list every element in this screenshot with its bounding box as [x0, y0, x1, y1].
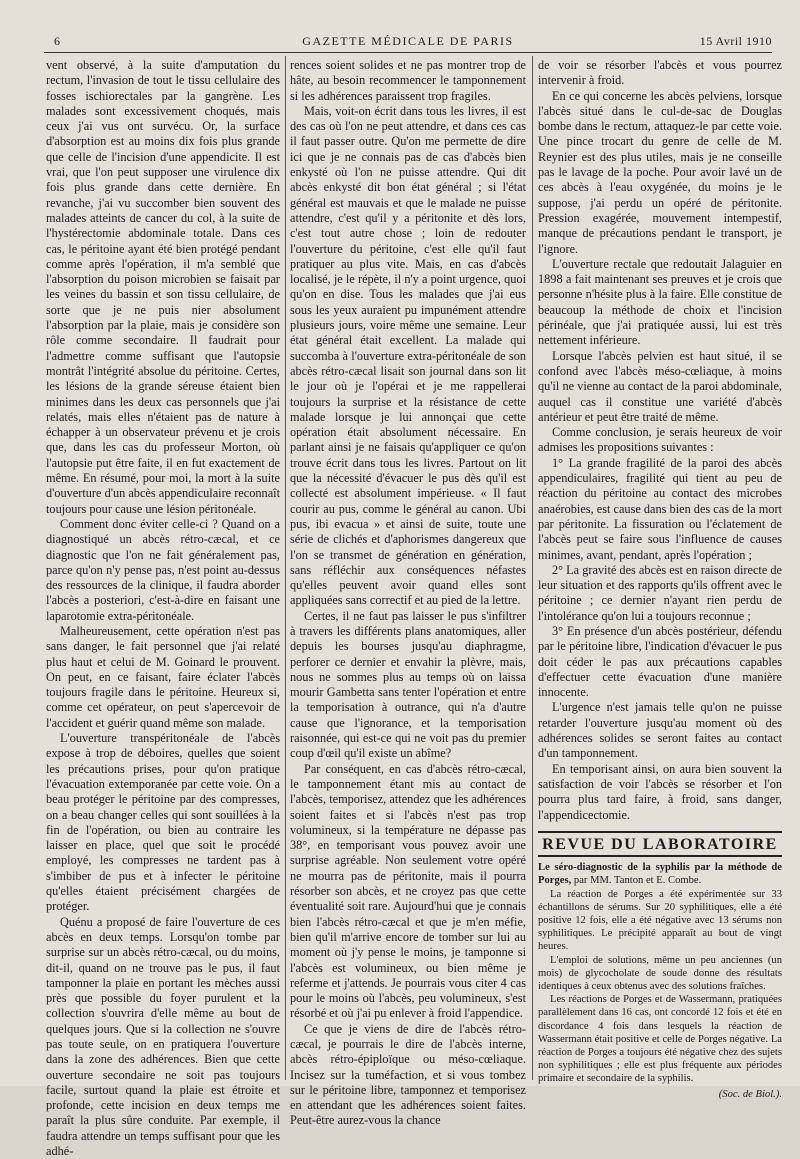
paragraph: 2° La gravité des abcès est en raison directe de leur situation et des rapports qu'ils offrent avec le péritoine ; ce dernier n'ayant rien perdu de l'intolérance qu'on lui a toujours reconnue ;	[538, 562, 782, 623]
paragraph: Les réactions de Porges et de Wassermann, pratiquées parallèlement dans 16 cas, ont concordé 12 fois et été en discordance 4 fois dans lesquels la réaction de Wassermann était positive et celle de Porges négative. La réaction de Porges a toujours été négative chez des sujets non syphilitiques ; elle est plus fréquente aux périodes primaire et secondaire de la syphilis.	[538, 994, 782, 1085]
column-divider	[285, 56, 286, 1080]
paragraph: L'ouverture transpéritonéale de l'abcès expose à trop de déboires, quelles que soient les précautions prises, pour qu'on pratique l'évacuation extemporanée par cette voie. On a beau protéger le péritoine par des compresses, on a beau changer celles qui sont souillées à la fin de l'opération, ou bien au contraire les laisser en place, quel que soit le procédé employé, les compresses ne tardent pas à s'imbiber de pus et à infecter le péritoine qu'elles étaient précisément chargées de protéger.	[46, 731, 280, 914]
paragraph: vent observé, à la suite d'amputation du rectum, l'invasion de tout le tissu cellulaire des fosses ischiorectales par la gangrène. Les malades sont excessivement choqués, mais ceux j'ai vus ont survécu. Or, la surface d'absorption est au moins dix fois plus grande que celle de l'incision d'une appendicite. Il est vrai, que l'on peut supposer une virulence dix fois plus grande dans cette dernière. En revanche, j'ai vu succomber bien souvent des malades atteints de cancer du col, à la suite de l'hystérectomie abdominale totale. Dans ces cas, le péritoine ayant été bien protégé pendant comme après l'opération, il m'a semblé que l'absorption du poison microbien se faisait par les veines du bassin et son tissu cellulaire, de sorte que je ne puis nier absolument l'absorption par la plaie, mais je considère son rôle comme secondaire. Il faudrait pour l'admettre comme suffisant que l'autopsie montrât l'intégrité absolue du péritoine. Certes, les lésions de la grande séreuse étaient bien minimes dans les deux cas personnels que j'ai relatés, mais elles n'étaient pas de nature à échapper à un observateur prévenu et je crois que, dans les cas du professeur Morton, où l'autopsie put être faite, il en fut exactement de même. En résumé, pour moi, la mort à la suite d'ouverture d'un abcès appendiculaire reconnaît toujours pour cause une lésion péritonéale.	[46, 58, 280, 516]
paragraph: 3° En présence d'un abcès postérieur, défendu par le péritoine libre, l'indication d'évacuer le pus doit céder le pas aux précautions capables d'effectuer cette évacuation d'une manière innocente.	[538, 623, 782, 700]
paragraph: Malheureusement, cette opération n'est pas sans danger, le fait personnel que j'ai relaté plus haut et celui de M. Goinard le prouvent. On peut, en ce faisant, faire éclater l'abcès toujours fragile dans le péritoine. Heureux si, comme cet opérateur, on peut s'apercevoir de l'accident et guérir quand même son malade.	[46, 623, 280, 730]
paragraph: Mais, voit-on écrit dans tous les livres, il est des cas où l'on ne peut attendre, et dans ces cas il faut passer outre. Qu'on me permette de dire ici que je ne connais pas de cas d'abcès bien enkysté où l'on ne puisse attendre. Qui dit abcès enkysté dit bon état général ; si l'état général est mauvais et que le malade ne puisse attendre, c'est qu'il y a péritonite et dès lors, c'est tout autre chose ; loin de redouter l'ouverture du péritoine, c'est elle qu'il faut pratiquer au plus vite. Mais, en cas d'abcès localisé, je le répète, il n'y a point urgence, quoi qu'on en dise. Tous les malades que j'ai eus sous les yeux auraient pu impunément attendre plusieurs jours, voire même une semaine. Leur état général était excellent. La malade qui succomba à l'ouverture extra-péritonéale de son abcès rétro-cæcal lisait son journal dans son lit le jour où je l'opérai et je me rappellerai toujours la surprise et la résistance de cette malade lorsque je lui annonçai que cette opération était absolument nécessaire. En parlant ainsi je ne faisais qu'appliquer ce qu'on trouve écrit dans tous les livres. Partout on lit que la nécessité d'évacuer le pus dès qu'il est collecté est absolument impérieuse. « Il faut courir au pus, comme le général au canon. Ubi pus, ibi evacua » et ainsi de suite, toute une série de clichés et d'aphorismes dangereux que l'on se transmet de génération en génération, sans réfléchir aux conséquences néfastes qu'elles peuvent avoir quand elles sont appliquées sans correctif et au pied de la lettre.	[290, 103, 526, 608]
paragraph: Certes, il ne faut pas laisser le pus s'infiltrer à travers les différents plans anatomiques, aller depuis les bourses jusqu'au diaphragme, perforer ce dernier et envahir la plèvre, mais, nous ne sommes plus au temps où on laissa mourir Gambetta sans tenter l'opération et entre la temporisation à outrance, qui n'a d'autre cause que l'ignorance, et la temporisation raisonnée, qui est-ce qui ne voit pas du premier coup d'œil qu'il existe un abîme?	[290, 608, 526, 761]
paragraph: Comment donc éviter celle-ci ? Quand on a diagnostiqué un abcès rétro-cæcal, et ce diagnostic que l'on ne fait généralement pas, parce qu'on n'y pense pas, n'est point au-dessus des ressources de la clinique, il faudra aborder l'abcès a posteriori, c'est-à-dire en faisant une laparotomie extra-péritonéale.	[46, 516, 280, 623]
paragraph: En temporisant ainsi, on aura bien souvent la satisfaction de voir l'abcès se résorber et l'on pourra plus tard faire, à froid, sans danger, l'appendicectomie.	[538, 761, 782, 822]
paragraph: La réaction de Porges a été expérimentée sur 33 échantillons de sérums. Sur 20 syphilitiques, elle a été positive 12 fois, elle a été négative avec 13 sérums non syphilitiques. Le précipité apparaît au bout de vingt heures.	[538, 888, 782, 953]
article-authors: par MM. Tanton et E. Combe.	[573, 875, 702, 887]
page-header	[44, 30, 772, 53]
paragraph: Quénu a proposé de faire l'ouverture de ces abcès en deux temps. Lorsqu'on tombe par surprise sur un abcès rétro-cæcal, ou du moins, dit-il, quand on ne trouve pas le pus, il faut tamponner la plaie en portant les mèches aussi près que possible du foyer purulent et la collection s'ouvrira d'elle même au bout de quelques jours. Que si la collection ne s'ouvre pas toute seule, on en pratiquera l'ouverture dans la zone des adhérences. Bien que cette ouverture secondaire ne soit pas toujours facile, surtout quand la plaie est étroite et profonde, cette incision en deux temps me paraît la plus sûre conduite. Par exemple, il faudra attendre un temps suffisant pour que les adhé-	[46, 914, 280, 1159]
paragraph: de voir se résorber l'abcès et vous pourrez intervenir à froid.	[538, 58, 782, 88]
paragraph: Lorsque l'abcès pelvien est haut situé, il se confond avec l'abcès méso-cœliaque, à moins qu'il ne vienne au contact de la paroi abdominale, auquel cas il constitue une variété d'abcès antérieur et peut être traité de même.	[538, 348, 782, 424]
paragraph: En ce qui concerne les abcès pelviens, lorsque l'abcès situé dans le cul-de-sac de Douglas bombe dans le rectum, attaquez-le par cette voie. Une pince trocart du genre de celle de M. Reynier est des plus utiles, mais je ne conseille pas le lavage de la poche. Pour avoir lavé un de ces abcès à l'eau oxygénée, du moins je le suppose, j'ai perdu un opéré de péritonite. Pression exagérée, mouvement intempestif, manque de précautions pendant le transport, je l'ignore.	[538, 88, 782, 256]
section-heading: REVUE DU LABORATOIRE	[538, 831, 782, 857]
article-title-line	[538, 861, 782, 887]
paragraph: Par conséquent, en cas d'abcès rétro-cæcal, le tamponnement étant mis au contact de l'abcès, temporisez, attendez que les adhérences soient faites et si l'abcès n'est pas trop volumineux, si la température ne dépasse pas 38°, en temporisant vous pouvez avoir une surprise agréable. Non seulement votre opéré ne mourra pas de péritonite, mais il pourra résorber son abcès, et ne croyez pas que cette éventualité soit rare. Aujourd'hui que je connais bien l'abcès rétro-cæcal et que je m'en méfie, bien qu'il m'arrive encore de tomber sur lui au moment où j'y pense le moins, je tamponne si l'abcès est volumineux, ou bien même je referme et j'attends. Je pourrais vous citer 4 cas pour le moins où l'abcès, peu volumineux, s'est résorbé et où j'ai pu enlever à froid l'appendice.	[290, 761, 526, 1021]
issue-date: 15 Avril 1910	[699, 34, 772, 48]
page-number: 6	[54, 34, 61, 48]
paragraph: rences soient solides et ne pas montrer trop de hâte, au besoin recommencer le tamponnement si les adhérences paraissent trop fragiles.	[290, 58, 526, 103]
column-1	[46, 58, 280, 1159]
paragraph: Ce que je viens de dire de l'abcès rétro-cæcal, je pourrais le dire de l'abcès interne, abcès rétro-épiploïque ou méso-cœliaque. Incisez sur la tuméfaction, et si vous tombez sur le péritoine libre, tamponnez et temporisez en attendant que les adhérences soient faites. Peut-être aurez-vous la chance	[290, 1021, 526, 1128]
article-title: Le séro-diagnostic de la syphilis par la méthode de Porges,	[538, 862, 782, 887]
paragraph: 1° La grande fragilité de la paroi des abcès appendiculaires, fragilité qui tient au peu de réaction du péritoine au contact des microbes anaérobies, est cause dans bien des cas de la mort par péritonite. La fissuration ou l'éclatement de l'abcès peut se faire sous l'influence de causes minimes, avant, pendant, après l'opération ;	[538, 455, 782, 562]
journal-title: GAZETTE MÉDICALE DE PARIS	[302, 34, 514, 48]
column-divider	[532, 56, 533, 1080]
paragraph: L'ouverture rectale que redoutait Jalaguier en 1898 a fait maintenant ses preuves et je crois que personne n'hésite plus à la faire. Elle constitue de beaucoup la méthode de choix et l'incision périnéale, que j'ai pratiquée aussi, lui est très nettement inférieure.	[538, 256, 782, 348]
paragraph: Comme conclusion, je serais heureux de voir admises les propositions suivantes :	[538, 425, 782, 455]
paragraph: L'urgence n'est jamais telle qu'on ne puisse retarder l'ouverture jusqu'au moment où des adhérences solides se seront faites au contact d'un tamponnement.	[538, 700, 782, 761]
column-2	[290, 58, 526, 1128]
column-3	[538, 58, 782, 1100]
article-source: (Soc. de Biol.).	[718, 1088, 782, 1100]
paragraph: L'emploi de solutions, même un peu anciennes (un mois) de glycocholate de soude donne des résultats identiques à ceux obtenus avec des solutions fraîches.	[538, 954, 782, 992]
lab-review-article	[538, 861, 782, 1101]
